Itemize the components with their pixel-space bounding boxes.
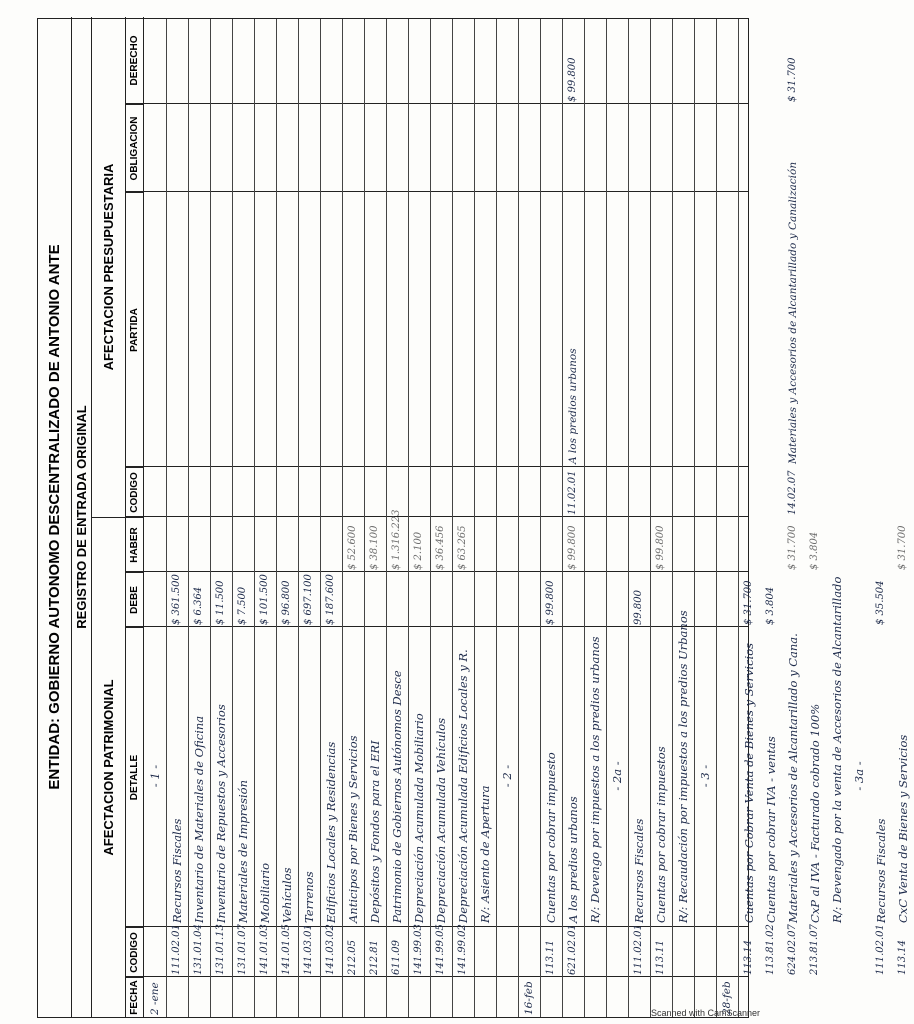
cell-detalle: CxC Venta de Bienes y Servicios xyxy=(896,734,910,923)
cell-codigo: 111.02.01 xyxy=(875,924,886,975)
cell-haber: $ 31.700 xyxy=(897,525,908,570)
cell-detalle: Terrenos xyxy=(302,871,316,923)
cell-codigo: 141.01.05 xyxy=(281,924,292,975)
cell-debe: $ 361.500 xyxy=(171,574,182,625)
cell-detalle: Cuentas por cobrar impuestos xyxy=(654,746,668,923)
cell-detalle: R/: Asiento de Apertura xyxy=(478,785,492,923)
cell-detalle: Recursos Fiscales xyxy=(170,818,184,923)
ledger-sheet xyxy=(37,18,910,1018)
cell-debe: $ 697.100 xyxy=(303,574,314,625)
group-presupuestaria: AFECTACION PRESUPUESTARIA xyxy=(92,17,126,517)
row-rule xyxy=(518,19,519,1017)
cell-codigo: 113.81.02 xyxy=(765,924,776,975)
cell-detalle: Vehículos xyxy=(280,867,294,923)
cell-codigo: 113.11 xyxy=(545,940,556,975)
cell-codigo: 212.05 xyxy=(347,940,358,975)
cell-detalle: Edificios Locales y Residencias xyxy=(324,741,338,923)
col-divider xyxy=(126,466,748,467)
cell-detalle: - 2a - xyxy=(610,761,624,791)
cell-haber: $ 52.600 xyxy=(347,525,358,570)
cell-haber: $ 31.700 xyxy=(787,525,798,570)
row-rule xyxy=(716,19,717,1017)
cell-detalle: Depósitos y Fondos para el ERI xyxy=(368,740,382,923)
cell-debe: $ 99.800 xyxy=(545,580,556,625)
cell-debe: $ 96.800 xyxy=(281,580,292,625)
cell-haber: $ 99.800 xyxy=(655,525,666,570)
cell-detalle: R/: Devengo por impuestos a los predios urbanos xyxy=(588,636,602,923)
cell-detalle: - 2 - xyxy=(500,764,514,788)
cell-detalle: Materiales y Accesorios de Alcantarillado y Cana. xyxy=(786,633,800,923)
col-divider xyxy=(126,103,748,104)
cell-codigo: 131.01.13 xyxy=(215,924,226,975)
col-header-derecho: DERECHO xyxy=(126,17,144,104)
cell-haber: $ 99.800 xyxy=(567,525,578,570)
cell-detalle: Cuentas por cobrar IVA - ventas xyxy=(764,736,778,923)
cell-detalle: Recursos Fiscales xyxy=(632,818,646,923)
cell-detalle: Mobiliario xyxy=(258,862,272,923)
cell-codigo: 141.99.05 xyxy=(435,924,446,975)
col-header-fecha: FECHA xyxy=(126,977,144,1017)
cell-debe: 99.800 xyxy=(633,590,644,625)
col-divider xyxy=(126,571,748,572)
cell-codigo: 113.14 xyxy=(743,940,754,975)
cell-detalle: R/: Recaudación por impuestos a los predios Urbanos xyxy=(676,610,690,923)
cell-debe: $ 11.500 xyxy=(215,580,226,625)
cell-detalle: CxP al IVA - Facturado cobrado 100% xyxy=(808,703,822,923)
cell-debe: $ 6.364 xyxy=(193,586,204,625)
cell-codigo: 131.01.04 xyxy=(193,924,204,975)
col-header-haber: HABER xyxy=(126,517,144,572)
col-header-partida: PARTIDA xyxy=(126,192,144,467)
cell-partida: Materiales y Accesorios de Alcantarillado y Canalización xyxy=(787,161,799,464)
col-divider xyxy=(126,976,748,977)
cell-detalle: Cuentas por Cobrar Venta de Bienes y Servicios xyxy=(742,642,756,923)
cell-detalle: Depreciación Acumulada Edificios Locales y R. xyxy=(456,649,470,923)
col-header-debe: DEBE xyxy=(126,572,144,627)
cell-debe: $ 101.500 xyxy=(259,574,270,625)
cell-haber: $ 2.100 xyxy=(413,531,424,570)
cell-haber: $ 36.456 xyxy=(435,525,446,570)
cell-codigo: 212.81 xyxy=(369,940,380,975)
cell-detalle: Cuentas por cobrar impuesto xyxy=(544,752,558,923)
cell-codigo: 611.09 xyxy=(391,940,402,975)
col-header-detalle: DETALLE xyxy=(126,627,144,927)
cell-detalle: - 1 - xyxy=(148,764,162,788)
col-divider xyxy=(126,626,748,627)
cell-codigo: 131.01.07 xyxy=(237,924,248,975)
cell-haber: $ 38.100 xyxy=(369,525,380,570)
cell-detalle: - 3 - xyxy=(698,764,712,788)
cell-codigo: 624.02.07 xyxy=(787,924,798,975)
cell-detalle: R/: Devengado por la venta de Accesorios de Alcantarillado xyxy=(830,576,844,923)
cell-codigo: 621.02.01 xyxy=(567,924,578,975)
cell-debe: $ 187.600 xyxy=(325,574,336,625)
cell-detalle: - 3a - xyxy=(852,761,866,791)
group-patrimonial: AFECTACION PATRIMONIAL xyxy=(92,517,126,1017)
cell-detalle: Anticipos por Bienes y Servicios xyxy=(346,735,360,923)
scanner-watermark: Scanned with CamScanner xyxy=(650,1008,760,1018)
cell-codigo: 113.11 xyxy=(655,940,666,975)
cell-codigo2: 11.02.01 xyxy=(567,470,578,515)
cell-debe: $ 35.504 xyxy=(875,580,886,625)
cell-derecho: $ 99.800 xyxy=(567,57,578,102)
cell-codigo: 141.99.03 xyxy=(413,924,424,975)
cell-debe: $ 3.804 xyxy=(765,586,776,625)
register-title: REGISTRO DE ENTRADA ORIGINAL xyxy=(72,17,92,1017)
cell-detalle: Inventario de Repuestos y Accesorios xyxy=(214,704,228,923)
cell-fecha: 28-feb xyxy=(721,981,733,1015)
cell-debe: $ 7.500 xyxy=(237,586,248,625)
cell-codigo: 111.02.01 xyxy=(633,924,644,975)
cell-derecho: $ 31.700 xyxy=(787,57,798,102)
cell-haber: $ 1.316.223 xyxy=(391,509,402,570)
cell-fecha: 16-feb xyxy=(523,981,535,1015)
cell-fecha: 2 -ene xyxy=(149,982,161,1015)
col-divider xyxy=(126,191,748,192)
col-divider xyxy=(126,516,748,517)
cell-codigo: 141.99.02 xyxy=(457,924,468,975)
cell-haber: $ 3.804 xyxy=(809,531,820,570)
cell-detalle: Materiales de Impresión xyxy=(236,780,250,923)
cell-codigo2: 14.02.07 xyxy=(787,470,798,515)
cell-codigo: 141.03.01 xyxy=(303,924,314,975)
cell-codigo: 141.01.03 xyxy=(259,924,270,975)
col-header-codigo2: CODIGO xyxy=(126,467,144,517)
cell-partida: A los predios urbanos xyxy=(567,348,579,464)
cell-detalle: Patrimonio de Gobiernos Autónomos Desce xyxy=(390,670,404,923)
cell-haber: $ 63.265 xyxy=(457,525,468,570)
cell-detalle: Recursos Fiscales xyxy=(874,818,888,923)
cell-codigo: 141.03.02 xyxy=(325,924,336,975)
cell-detalle: Depreciación Acumulada Mobiliario xyxy=(412,713,426,923)
cell-detalle: A los predios urbanos xyxy=(566,796,580,923)
cell-codigo: 113.14 xyxy=(897,940,908,975)
cell-codigo: 213.81.07 xyxy=(809,924,820,975)
col-header-codigo: CODIGO xyxy=(126,927,144,977)
entity-title: ENTIDAD: GOBIERNO AUTONOMO DESCENTRALIZADO DE ANTONIO ANTE xyxy=(38,17,72,1017)
cell-detalle: Depreciación Acumulada Vehículos xyxy=(434,717,448,923)
cell-codigo: 111.02.01 xyxy=(171,924,182,975)
cell-debe: $ 31.700 xyxy=(743,580,754,625)
cell-detalle: Inventario de Materiales de Oficina xyxy=(192,715,206,923)
col-header-obligacion: OBLIGACION xyxy=(126,104,144,192)
